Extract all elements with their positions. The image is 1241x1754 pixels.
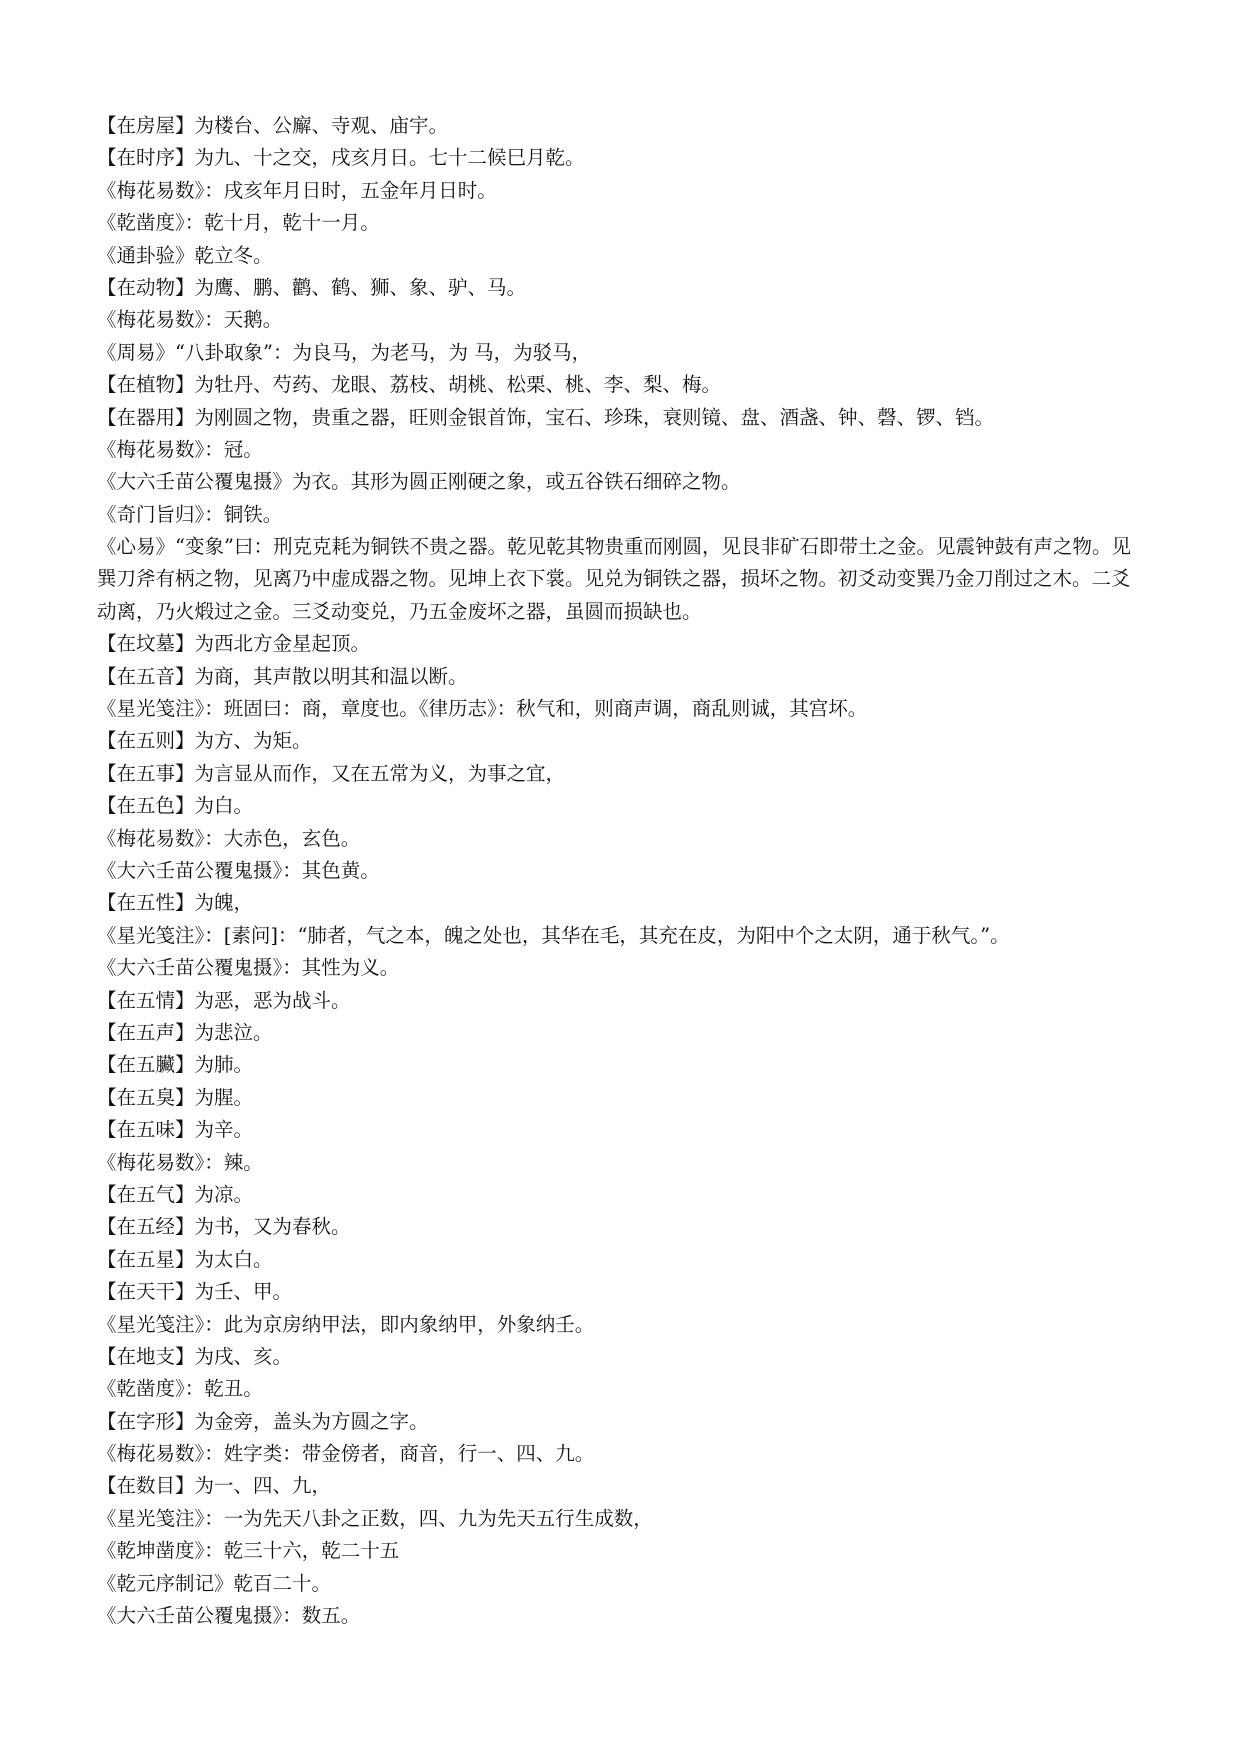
text-line: 【在五情】为恶，恶为战斗。 xyxy=(97,988,351,1012)
document-body xyxy=(97,110,1147,1632)
text-line: 《大六壬苗公覆鬼摄》：其色黄。 xyxy=(97,859,380,883)
text-line: 《梅花易数》：戌亥年月日时，五金年月日时。 xyxy=(97,178,497,202)
text-line: 《星光笺注》：一为先天八卦之正数，四、九为先天五行生成数， xyxy=(97,1506,653,1530)
text-line: 【在器用】为刚圆之物，贵重之器，旺则金银首饰，宝石、珍珠，衰则镜、盘、酒盏、钟、磬、锣、铛。 xyxy=(97,405,995,429)
text-line: 《星光笺注》：此为京房纳甲法，即内象纳甲，外象纳壬。 xyxy=(97,1312,595,1336)
text-line: 《梅花易数》：辣。 xyxy=(97,1150,263,1174)
text-line: 【在字形】为金旁，盖头为方圆之字。 xyxy=(97,1409,429,1433)
text-line: 《梅花易数》：冠。 xyxy=(97,437,263,461)
text-line: 【在五则】为方、为矩。 xyxy=(97,729,312,753)
text-line: 《乾元序制记》乾百二十。 xyxy=(97,1571,332,1595)
text-line: 【在五音】为商，其声散以明其和温以断。 xyxy=(97,664,468,688)
text-paragraph: 《心易》“变象”曰：刑克克耗为铜铁不贵之器。乾见乾其物贵重而刚圆，见艮非矿石即带土之金。见震钟鼓有声之物。见巽刀斧有柄之物，见离乃中虚成器之物。见坤上衣下裳。见兑为铜铁之器，损坏之物。初爻动变巽乃金刀削过之木。二爻动离，乃火煅过之金。三爻动变兑，乃五金废坏之器，虽圆而损缺也。 xyxy=(97,535,1131,623)
text-line: 《乾凿度》：乾十月，乾十一月。 xyxy=(97,211,380,235)
text-line: 【在五臟】为肺。 xyxy=(97,1053,254,1077)
text-line: 【在五气】为凉。 xyxy=(97,1182,254,1206)
text-line: 【在动物】为鹰、鹏、鹳、鹤、狮、象、驴、马。 xyxy=(97,275,527,299)
text-line: 【在五星】为太白。 xyxy=(97,1247,273,1271)
text-line: 《梅花易数》：姓字类：带金傍者，商音，行一、四、九。 xyxy=(97,1442,595,1466)
text-line: 《大六壬苗公覆鬼摄》：数五。 xyxy=(97,1604,361,1628)
text-line: 【在天干】为壬、甲。 xyxy=(97,1280,293,1304)
text-line: 【在时序】为九、十之交，戌亥月日。七十二候巳月乾。 xyxy=(97,146,585,170)
text-line: 《乾坤凿度》：乾三十六，乾二十五 xyxy=(97,1539,400,1563)
text-line: 【在五色】为白。 xyxy=(97,794,254,818)
text-line: 【在五声】为悲泣。 xyxy=(97,1020,273,1044)
text-line: 【在五事】为言显从而作，又在五常为义，为事之宜， xyxy=(97,761,566,785)
text-line: 【在五味】为辛。 xyxy=(97,1118,254,1142)
text-line: 《大六壬苗公覆鬼摄》：其性为义。 xyxy=(97,956,400,980)
text-line: 《大六壬苗公覆鬼摄》为衣。其形为圆正刚硬之象，或五谷铁石细碎之物。 xyxy=(97,470,741,494)
text-line: 《乾凿度》：乾丑。 xyxy=(97,1377,263,1401)
text-line: 【在坟墓】为西北方金星起顶。 xyxy=(97,632,371,656)
text-line: 《星光笺注》：班固曰：商，章度也。《律历志》：秋气和，则商声调，商乱则诚，其宫坏。 xyxy=(97,697,868,721)
text-line: 《星光笺注》：[素问]：“肺者，气之本，魄之处也，其华在毛，其充在皮，为阳中个之太阴，通于秋气。”。 xyxy=(97,923,1010,947)
text-line: 【在五经】为书，又为春秋。 xyxy=(97,1215,351,1239)
text-line: 【在五性】为魄， xyxy=(97,891,254,915)
text-line: 【在植物】为牡丹、芍药、龙眼、荔枝、胡桃、松栗、桃、李、梨、梅。 xyxy=(97,373,722,397)
text-line: 《周易》“八卦取象”：为良马，为老马，为 马，为驳马， xyxy=(97,340,592,364)
text-line: 【在房屋】为楼台、公廨、寺观、庙宇。 xyxy=(97,114,449,137)
text-line: 【在数目】为一、四、九， xyxy=(97,1474,332,1498)
text-line: 《奇门旨归》：铜铁。 xyxy=(97,502,283,526)
text-line: 【在地支】为戌、亥。 xyxy=(97,1344,293,1368)
text-line: 《通卦验》乾立冬。 xyxy=(97,243,273,267)
text-line: 《梅花易数》：天鹅。 xyxy=(97,308,283,332)
text-line: 《梅花易数》：大赤色，玄色。 xyxy=(97,826,361,850)
text-line: 【在五臭】为腥。 xyxy=(97,1085,254,1109)
